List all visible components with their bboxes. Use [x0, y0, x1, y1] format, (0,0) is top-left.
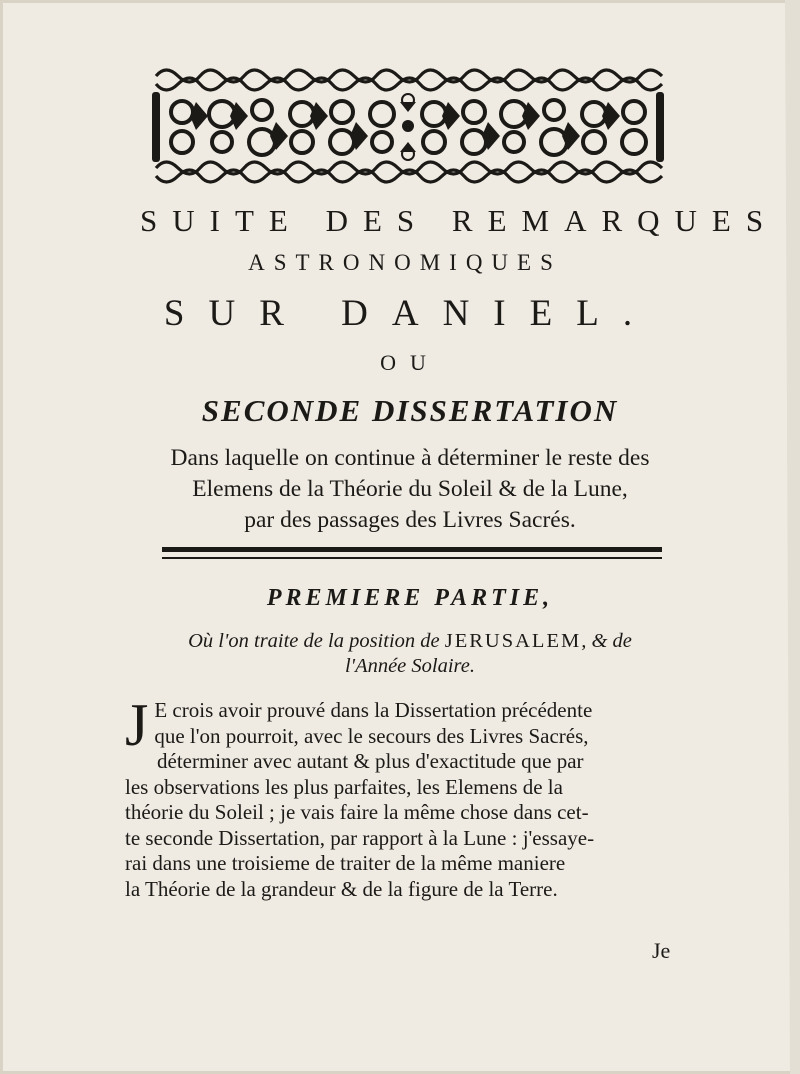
- subtitle: [140, 443, 680, 536]
- subtitle-line: Elemens de la Théorie du Soleil & de la Lune,: [192, 476, 628, 502]
- divider-thin: [162, 557, 662, 559]
- body-line: rai dans une troisieme de traiter de la même maniere: [125, 851, 566, 875]
- title-line-2: ASTRONOMIQUES: [248, 250, 562, 275]
- body-line: E crois avoir prouvé dans la Dissertation précédente: [154, 698, 593, 722]
- body-line: te seconde Dissertation, par rapport à la Lune : j'essaye-: [125, 825, 595, 850]
- title-line-1: SUITE DES REMARQUES: [140, 203, 779, 238]
- drop-cap: J: [125, 692, 149, 758]
- subtitle-line: Dans laquelle on continue à déterminer le reste des: [170, 445, 650, 471]
- part-desc-text: Où l'on traite de la position de: [188, 630, 445, 652]
- title-line-4: SECONDE DISSERTATION: [201, 393, 619, 428]
- part-desc-text: , & de: [581, 630, 632, 652]
- part-description-line: l'Année Solaire.: [344, 655, 475, 677]
- title-connector: OU: [380, 350, 440, 375]
- part-description-line: [140, 629, 680, 654]
- body-line: la Théorie de la grandeur & de la figure de la Terre.: [125, 876, 558, 901]
- catchword: Je: [652, 938, 671, 963]
- body-line: que l'on pourroit, avec le secours des Livres Sacrés,: [154, 723, 589, 748]
- title-line-3: SUR DANIEL.: [163, 293, 657, 334]
- ornamental-headband: [148, 62, 668, 190]
- subtitle-line: par des passages des Livres Sacrés.: [244, 507, 576, 533]
- part-desc-city: JERUSALEM: [444, 630, 582, 652]
- part-description: [140, 629, 680, 679]
- body-line: les observations les plus parfaites, les Elemens de la: [125, 774, 563, 799]
- body-text: [125, 692, 685, 902]
- part-heading: PREMIERE PARTIE,: [266, 585, 554, 611]
- divider-thick: [162, 547, 662, 552]
- body-line: théorie du Soleil ; je vais faire la même chose dans cet-: [125, 800, 589, 824]
- body-line: déterminer avec autant & plus d'exactitude que par: [157, 749, 584, 773]
